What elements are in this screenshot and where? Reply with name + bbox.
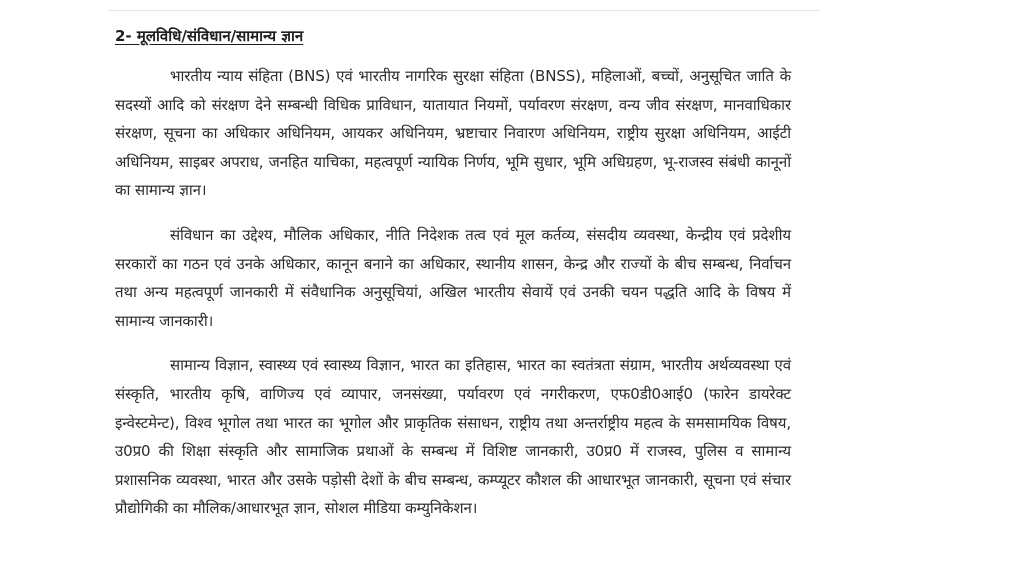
syllabus-section bbox=[115, 22, 791, 539]
section-heading: 2- मूलविधि/संविधान/सामान्य ज्ञान bbox=[115, 27, 304, 45]
paragraph-laws: भारतीय न्याय संहिता (BNS) एवं भारतीय नागरिक सुरक्षा संहिता (BNSS), महिलाओं, बच्चों, अनुसूचित जाति के सदस्यों आदि को संरक्षण देने सम्बन्धी विधिक प्राविधान, यातायात नियमों, पर्यावरण संरक्षण, वन्य जीव संरक्षण, मानवाधिकार संरक्षण, सूचना का अधिकार अधिनियम, आयकर अधिनियम, भ्रष्टाचार निवारण अधिनियम, राष्ट्रीय सुरक्षा अधिनियम, आईटी अधिनियम, साइबर अपराध, जनहित याचिका, महत्वपूर्ण न्यायिक निर्णय, भूमि सुधार, भूमि अधिग्रहण, भू-राजस्व संबंधी कानूनों का सामान्य ज्ञान। bbox=[115, 67, 791, 200]
top-divider bbox=[108, 10, 820, 11]
paragraph-constitution: संविधान का उद्देश्य, मौलिक अधिकार, नीति निदेशक तत्व एवं मूल कर्तव्य, संसदीय व्यवस्था, केन्द्रीय एवं प्रदेशीय सरकारों का गठन एवं उनके अधिकार, कानून बनाने का अधिकार, स्थानीय शासन, केन्द्र और राज्यों के बीच सम्बन्ध, निर्वाचन तथा अन्य महत्वपूर्ण जानकारी में संवैधानिक अनुसूचियां, अखिल भारतीय सेवायें एवं उनकी चयन पद्धति आदि के विषय में सामान्य जानकारी। bbox=[115, 225, 791, 330]
paragraph-general-knowledge: सामान्य विज्ञान, स्वास्थ्य एवं स्वास्थ्य विज्ञान, भारत का इतिहास, भारत का स्वतंत्रता संग्राम, भारतीय अर्थव्यवस्था एवं संस्कृति, भारतीय कृषि, वाणिज्य एवं व्यापार, जनसंख्या, पर्यावरण एवं नगरीकरण, एफ0डी0आई0 (फारेन डायरेक्ट इन्वेस्टमेन्ट), विश्व भूगोल तथा भारत का भूगोल और प्राकृतिक संसाधन, राष्ट्रीय तथा अन्तर्राष्ट्रीय महत्व के समसामयिक विषय, उ0प्र0 की शिक्षा संस्कृति और सामाजिक प्रथाओं के सम्बन्ध में विशिष्ट जानकारी, उ0प्र0 में राजस्व, पुलिस व सामान्य प्रशासनिक व्यवस्था, भारत और उसके पड़ोसी देशों के बीच सम्बन्ध, कम्प्यूटर कौशल की आधारभूत जानकारी, सूचना एवं संचार प्रौद्योगिकी का मौलिक/आधारभूत ज्ञान, सोशल मीडिया कम्युनिकेशन। bbox=[115, 356, 791, 518]
